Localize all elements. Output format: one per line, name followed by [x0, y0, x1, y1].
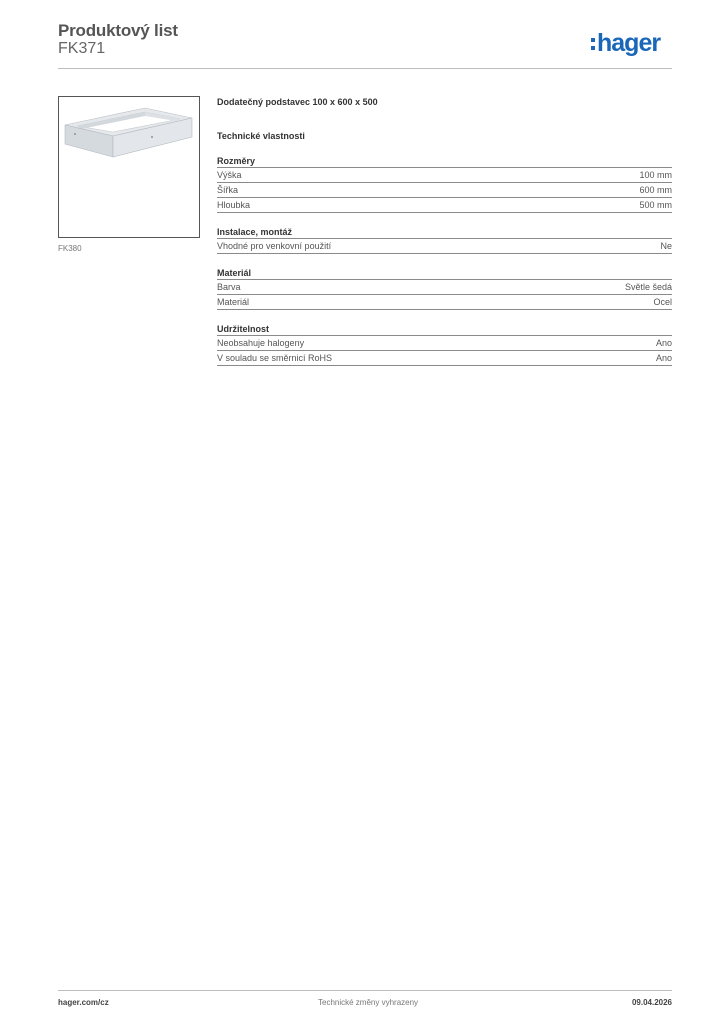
- spec-row: [217, 168, 672, 183]
- row-value: 100 mm: [639, 170, 672, 180]
- row-value: Světle šedá: [624, 282, 672, 292]
- spec-group-material: [217, 267, 672, 310]
- spec-group-instalace: [217, 226, 672, 254]
- spec-group-rozmery: [217, 155, 672, 213]
- row-label: Vhodné pro venkovní použití: [217, 241, 332, 251]
- spec-row: [217, 280, 672, 295]
- footer-notice: Technické změny vyhrazeny: [318, 998, 419, 1007]
- image-caption: FK380: [58, 244, 82, 253]
- row-value: 500 mm: [639, 200, 672, 210]
- website-link[interactable]: hager.com/cz: [58, 998, 109, 1007]
- spec-row: [217, 336, 672, 351]
- row-label: Materiál: [217, 297, 250, 307]
- spec-content: [217, 96, 672, 366]
- row-label: Šířka: [217, 185, 239, 195]
- row-label: Neobsahuje halogeny: [217, 338, 305, 348]
- logo-wordmark: hager: [597, 28, 661, 57]
- spec-row: [217, 239, 672, 254]
- row-label: Hloubka: [217, 200, 251, 210]
- product-name: Dodatečný podstavec 100 x 600 x 500: [217, 97, 378, 107]
- row-label: V souladu se směrnicí RoHS: [217, 353, 333, 363]
- footer-date: 09.04.2026: [631, 998, 672, 1007]
- spec-group-udrzitelnost: [217, 323, 672, 366]
- group-title: Udržitelnost: [217, 323, 672, 336]
- spec-row: [217, 351, 672, 366]
- header-divider: [58, 68, 672, 69]
- row-value: Ocel: [653, 297, 672, 307]
- footer-divider: [58, 990, 672, 991]
- group-title: Materiál: [217, 267, 672, 280]
- row-value: Ano: [655, 353, 672, 363]
- page-title: Produktový list: [58, 21, 178, 40]
- group-title: Instalace, montáž: [217, 226, 672, 239]
- spec-row: [217, 198, 672, 213]
- row-label: Výška: [217, 170, 242, 180]
- row-value: Ne: [660, 241, 672, 251]
- group-title: Rozměry: [217, 155, 672, 168]
- row-value: Ano: [655, 338, 672, 348]
- row-label: Barva: [217, 282, 241, 292]
- spec-heading: Technické vlastnosti: [217, 131, 305, 141]
- logo-colon-mark: [591, 38, 595, 50]
- spec-row: [217, 295, 672, 310]
- product-image: [58, 96, 200, 238]
- hager-logo: [591, 28, 660, 58]
- row-value: 600 mm: [639, 185, 672, 195]
- product-code: FK371: [58, 40, 106, 57]
- spec-row: [217, 183, 672, 198]
- plinth-frame-image: [59, 97, 199, 237]
